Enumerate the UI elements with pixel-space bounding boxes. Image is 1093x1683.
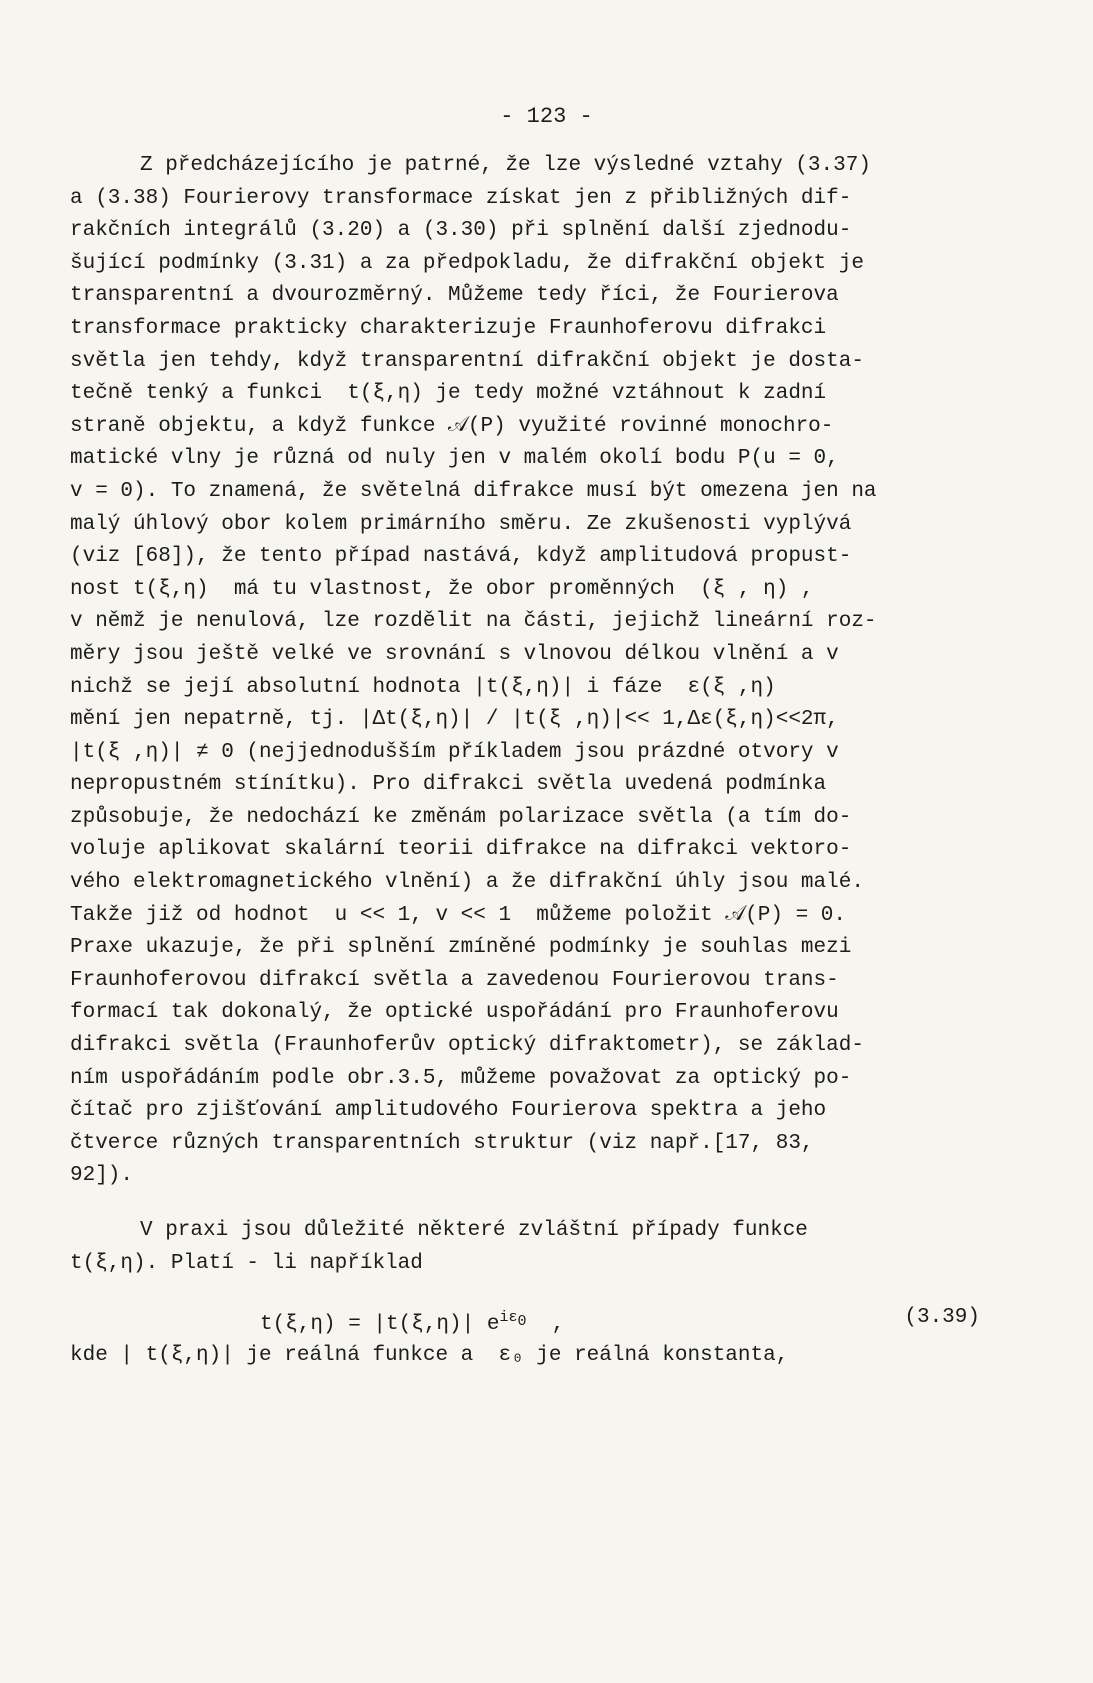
text-line: a (3.38) Fourierovy transformace získat jen z přibližných dif- [70, 186, 852, 210]
text-line: difrakci světla (Fraunhoferův optický difraktometr), se základ- [70, 1034, 864, 1058]
text-line: straně objektu, a když funkce 𝒜(P) využité rovinné monochro- [70, 414, 834, 438]
equation-trail: , [526, 1313, 565, 1337]
text-line: 92]). [70, 1164, 134, 1188]
body-text [70, 150, 1030, 1373]
equation-expression [260, 1302, 564, 1342]
text-line: tečně tenký a funkci t(ξ,η) je tedy možné vztáhnout k zadní [70, 382, 827, 406]
paragraph-2 [70, 1215, 1030, 1280]
text-line: matické vlny je různá od nuly jen v malém okolí bodu P(u = 0, [70, 447, 839, 471]
equation-3-39 [70, 1294, 1030, 1337]
text-line: Z předcházejícího je patrné, že lze výsledné vztahy (3.37) [140, 154, 871, 177]
text-line: (viz [68]), že tento případ nastává, když amplitudová propust- [70, 545, 852, 569]
text-line: měry jsou ještě velké ve srovnání s vlnovou délkou vlnění a v [70, 642, 839, 666]
text-line: Fraunhoferovou difrakcí světla a zavedenou Fourierovou trans- [70, 968, 839, 992]
text-line: malý úhlový obor kolem primárního směru. Ze zkušenosti vyplývá [70, 512, 852, 536]
text-line: čtverce různých transparentních struktur (viz např.[17, 83, [70, 1131, 814, 1155]
text-line: nepropustném stínítku). Pro difrakci světla uvedená podmínka [70, 773, 827, 797]
equation-lhs: t(ξ,η) = |t(ξ,η)| e [260, 1313, 500, 1337]
text-line: světla jen tehdy, když transparentní difrakční objekt je dosta- [70, 349, 864, 373]
text-line: mění jen nepatrně, tj. |Δt(ξ,η)| / |t(ξ ,η)|<< 1,Δε(ξ,η)<<2π, [70, 708, 839, 732]
paragraph-1 [70, 150, 1030, 1193]
text-line: transparentní a dvourozměrný. Můžeme tedy říci, že Fourierova [70, 284, 839, 308]
text-line: V praxi jsou důležité některé zvláštní případy funkce [140, 1219, 808, 1242]
text-line: transformace prakticky charakterizuje Fraunhoferovu difrakci [70, 316, 827, 340]
page-number: - 123 - [500, 104, 593, 129]
text-line: Takže již od hodnot u << 1, v << 1 můžeme položit 𝒜(P) = 0. [70, 903, 846, 927]
text-line: šující podmínky (3.31) a za předpokladu, že difrakční objekt je [70, 251, 864, 275]
equation-number: (3.39) [904, 1306, 980, 1330]
text-line: nichž se její absolutní hodnota |t(ξ,η)| i fáze ε(ξ ,η) [70, 675, 776, 699]
text-line: Praxe ukazuje, že při splnění zmíněné podmínky je souhlas mezi [70, 936, 852, 960]
paragraph-gap [70, 1193, 1030, 1215]
text-line: v němž je nenulová, lze rozdělit na části, jejichž lineární roz- [70, 610, 877, 634]
text-line: voluje aplikovat skalární teorii difrakce na difrakci vektoro- [70, 838, 852, 862]
text-line: způsobuje, že nedochází ke změnám polarizace světla (a tím do- [70, 805, 852, 829]
equation-exponent: iε0 [499, 1309, 527, 1331]
text-line: v = 0). To znamená, že světelná difrakce musí být omezena jen na [70, 479, 877, 503]
text-line: ním uspořádáním podle obr.3.5, můžeme považovat za optický po- [70, 1066, 852, 1090]
last-line: kde | t(ξ,η)| je reálná funkce a ε₀ je reálná konstanta, [70, 1344, 789, 1368]
text-line: |t(ξ ,η)| ≠ 0 (nejjednodušším příkladem jsou prázdné otvory v [70, 740, 839, 764]
text-line: t(ξ,η). Platí - li například [70, 1251, 423, 1275]
text-line: vého elektromagnetického vlnění) a že difrakční úhly jsou malé. [70, 871, 864, 895]
text-line: formací tak dokonalý, že optické uspořádání pro Fraunhoferovu [70, 1001, 839, 1025]
text-line: čítač pro zjišťování amplitudového Fourierova spektra a jeho [70, 1099, 827, 1123]
text-line: rakčních integrálů (3.20) a (3.30) při splnění další zjednodu- [70, 219, 852, 243]
text-line: nost t(ξ,η) má tu vlastnost, že obor proměnných (ξ , η) , [70, 577, 814, 601]
